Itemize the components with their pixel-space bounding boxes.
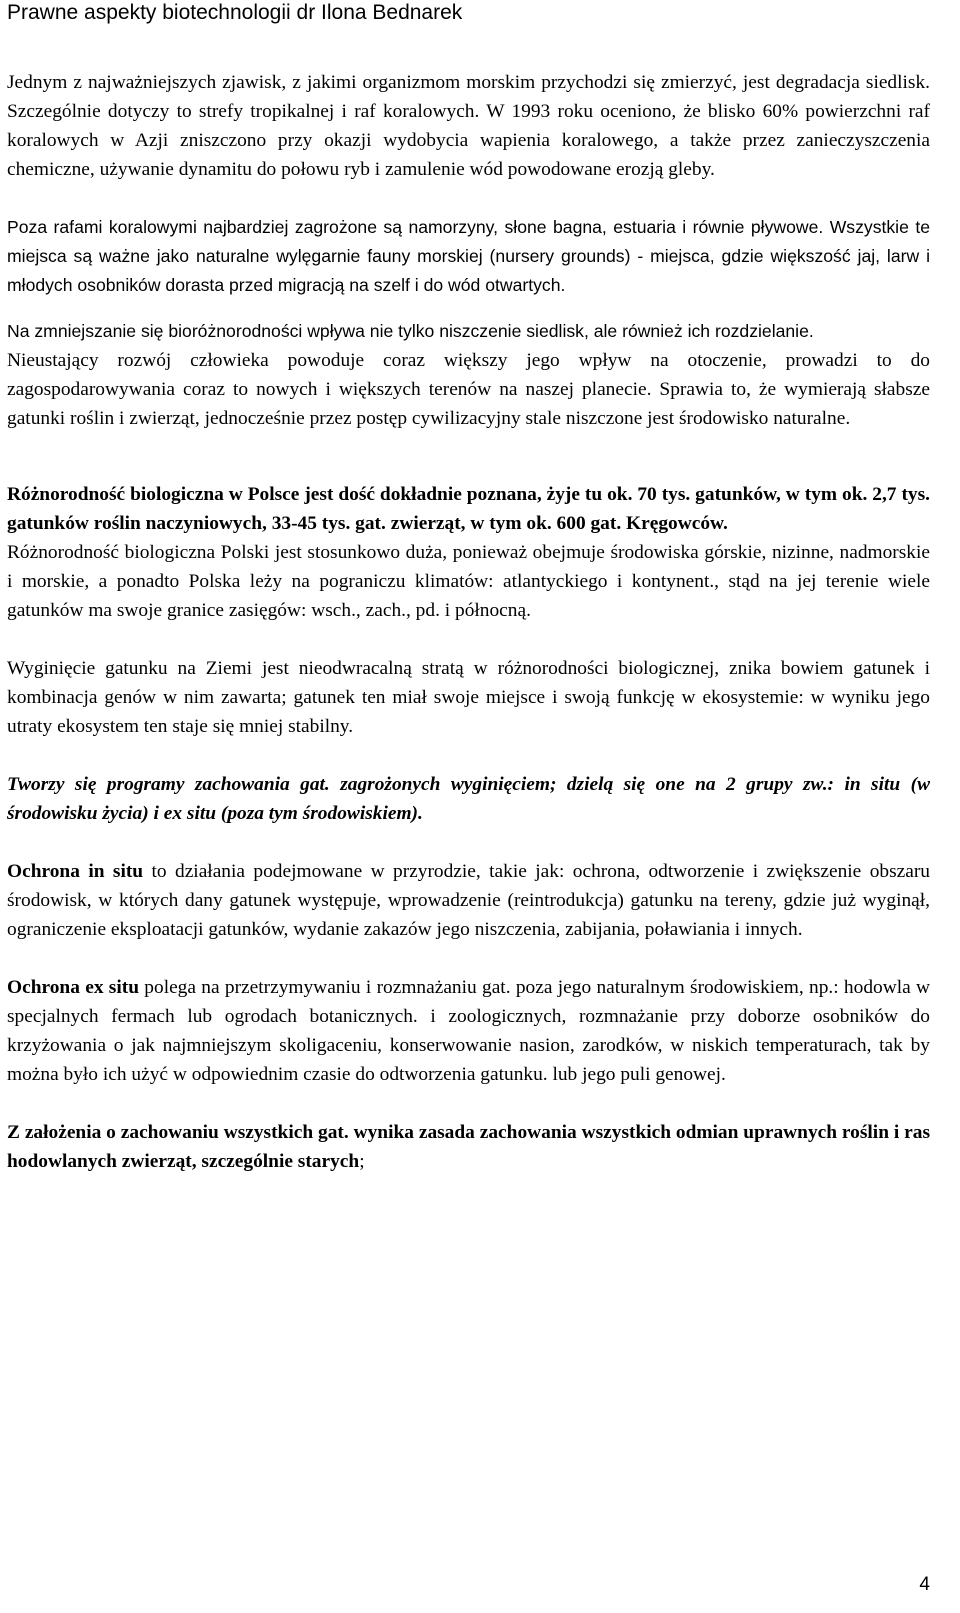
poland-biodiversity-bold: Różnorodność biologiczna w Polsce jest dość dokładnie poznana, żyje tu ok. 70 tys. gatunków, w tym ok. 2,7 tys. gatunków roślin naczyniowych, 33-45 tys. gat. zwierząt, w tym ok. 600 gat. Kręgowców.: [7, 484, 930, 534]
page-header: Prawne aspekty biotechnologii dr Ilona Bednarek: [7, 1, 463, 24]
paragraph-fragmentation: Na zmniejszanie się bioróżnorodności wpływa nie tylko niszczenie siedlisk, ale również ich rozdzielanie.: [7, 321, 814, 341]
paragraph-cultivars: [7, 1118, 930, 1176]
document-body: [7, 68, 930, 1176]
cultivars-bold: Z założenia o zachowaniu wszystkich gat. wynika zasada zachowania wszystkich odmian uprawnych roślin i ras hodowlanych zwierząt, szczególnie starych: [7, 1122, 930, 1172]
cultivars-tail: ;: [359, 1151, 365, 1172]
paragraph-extinction: Wyginięcie gatunku na Ziemi jest nieodwracalną stratą w różnorodności biologicznej, znika bowiem gatunek i kombinacja genów w nim zawarta; gatunek ten miał swoje miejsce i swoją funkcję w ekosystemie: w wyniku jego utraty ekosystem ten staje się mniej stabilny.: [7, 658, 930, 737]
paragraph-habitat-degradation: Jednym z najważniejszych zjawisk, z jakimi organizmom morskim przychodzi się zmierzyć, jest degradacja siedlisk. Szczególnie dotyczy to strefy tropikalnej i raf koralowych. W 1993 roku oceniono, że blisko 60% powierzchni raf koralowych w Azji zniszczono przy okazji wydobycia wapienia koralowego, a także przez zanieczyszczenia chemiczne, używanie dynamitu do połowu ryb i zamulenie wód powodowane erozją gleby.: [7, 72, 930, 180]
programs-italic: Tworzy się programy zachowania gat. zagrożonych wyginięciem; dzielą się one na 2 grupy zw.: in situ (w środowisku życia) i ex situ (poza tym środowiskiem).: [7, 774, 930, 824]
paragraph-ex-situ: [7, 973, 930, 1089]
paragraph-programs: [7, 770, 930, 828]
in-situ-heading: Ochrona in situ: [7, 861, 144, 882]
paragraph-poland-biodiversity: [7, 480, 930, 538]
paragraph-poland-climate: Różnorodność biologiczna Polski jest stosunkowo duża, ponieważ obejmuje środowiska górskie, nizinne, nadmorskie i morskie, a ponadto Polska leży na pograniczu klimatów: atlantyckiego i kontynent., stąd na jej terenie wiele gatunków ma swoje granice zasięgów: wsch., zach., pd. i północną.: [7, 542, 930, 621]
ex-situ-text: polega na przetrzymywaniu i rozmnażaniu gat. poza jego naturalnym środowiskiem, np.: hodowla w specjalnych fermach lub ogrodach botanicznych. i zoologicznych, rozmnażanie przy doborze osobników do krzyżowania o jak najmniejszym skoligaceniu, konserwowanie nasion, zarodków, w niskich temperaturach, tak by można było ich użyć w odpowiednim czasie do odtworzenia gatunku. lub jego puli genowej.: [7, 977, 931, 1085]
paragraph-threatened-habitats: Poza rafami koralowymi najbardziej zagrożone są namorzyny, słone bagna, estuaria i równie pływowe. Wszystkie te miejsca są ważne jako naturalne wylęgarnie fauny morskiej (nursery grounds) - miejsca, gdzie większość jaj, larw i młodych osobników dorasta przed migracją na szelf i do wód otwartych.: [7, 217, 930, 295]
paragraph-in-situ: [7, 857, 930, 944]
in-situ-text: to działania podejmowane w przyrodzie, takie jak: ochrona, odtworzenie i zwiększenie obszaru środowisk, w których dany gatunek występuje, wprowadzenie (reintrodukcja) gatunku na tereny, gdzie już wyginął, ograniczenie eksploatacji gatunków, wydanie zakazów jego niszczenia, zabijania, poławiania i innych.: [7, 861, 930, 940]
page-number: 4: [919, 1574, 930, 1595]
paragraph-human-impact: Nieustający rozwój człowieka powoduje coraz większy jego wpływ na otoczenie, prowadzi to do zagospodarowywania coraz to nowych i większych terenów na naszej planecie. Sprawia to, że wymierają słabsze gatunki roślin i zwierząt, jednocześnie przez postęp cywilizacyjny stale niszczone jest środowisko naturalne.: [7, 350, 930, 429]
ex-situ-heading: Ochrona ex situ: [7, 977, 139, 998]
